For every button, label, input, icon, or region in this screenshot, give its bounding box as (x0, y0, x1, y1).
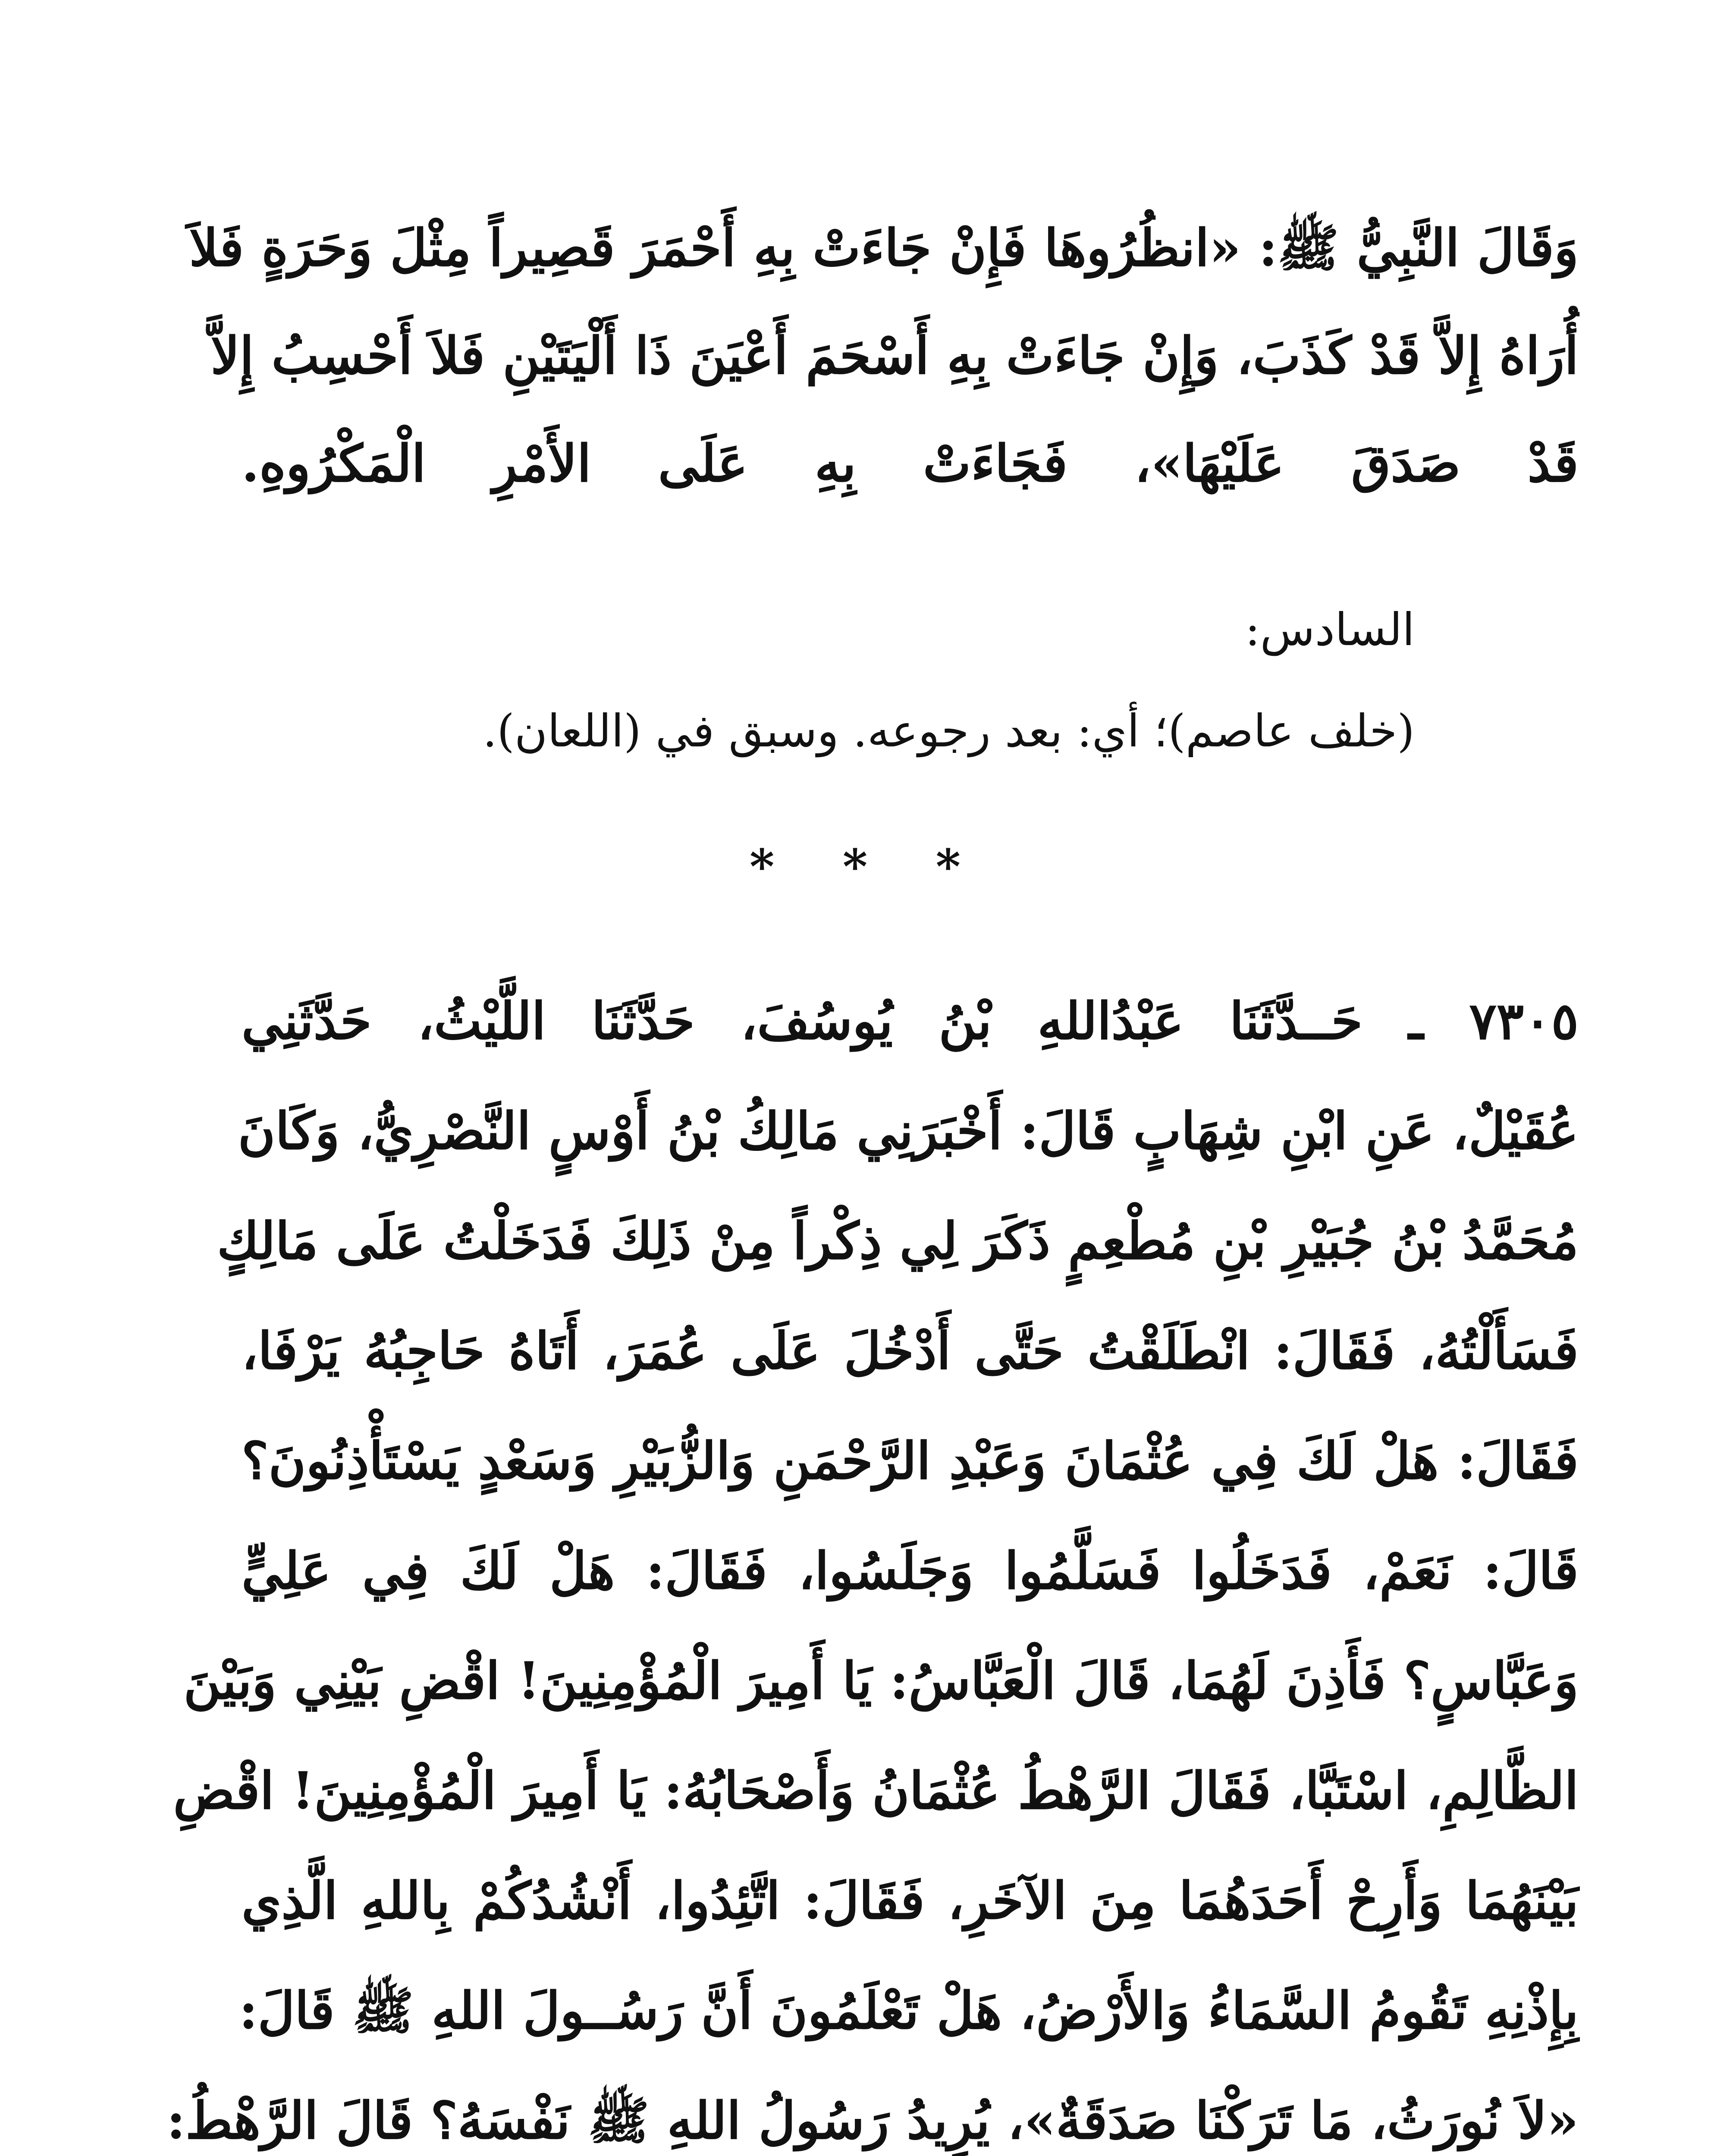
text-line: قَالَ: نَعَمْ، فَدَخَلُوا فَسَلَّمُوا وَجَلَسُوا، فَقَالَ: هَلْ لَكَ فِي عَلِيٍّ (242, 1541, 1579, 1601)
text-line: فَقَالَ: هَلْ لَكَ فِي عُثْمَانَ وَعَبْدِ الرَّحْمَنِ وَالزُّبَيْرِ وَسَعْدٍ يَسْتَأْذِنُونَ؟ (242, 1431, 1579, 1491)
text-line: عُقَيْلٌ، عَنِ ابْنِ شِهَابٍ قَالَ: أَخْبَرَنِي مَالِكُ بْنُ أَوْسٍ النَّصْرِيُّ، وَكَانَ (238, 1101, 1579, 1161)
text-line: بَيْنَهُمَا وَأَرِحْ أَحَدَهُمَا مِنَ الآخَرِ، فَقَالَ: اتَّئِدُوا، أَنْشُدُكُمْ بِاللهِ الَّذِي (242, 1871, 1579, 1930)
section-heading: السادس: (1245, 603, 1415, 656)
text-line: «لاَ نُورَثُ، مَا تَرَكْنَا صَدَقَةٌ»، يُرِيدُ رَسُولُ اللهِ ﷺ نَفْسَهُ؟ قَالَ الرَّهْطُ: (166, 2090, 1579, 2150)
text-line: قَدْ صَدَقَ عَلَيْهَا»، فَجَاءَتْ بِهِ عَلَى الأَمْرِ الْمَكْرُوهِ. (242, 433, 1579, 493)
text-line: الظَّالِمِ، اسْتَبَّا، فَقَالَ الرَّهْطُ عُثْمَانُ وَأَصْحَابُهُ: يَا أَمِيرَ الْمُؤْمِنِينَ! اقْضِ (173, 1761, 1579, 1821)
section-separator: * * * (749, 839, 987, 894)
hadith-continuation-paragraph (189, 194, 1579, 517)
text-line: بِإِذْنِهِ تَقُومُ السَّمَاءُ وَالأَرْضُ، هَلْ تَعْلَمُونَ أَنَّ رَسُــولَ اللهِ ﷺ قَالَ: (239, 1981, 1579, 2040)
commentary-note: (خلف عاصم)؛ أي: بعد رجوعه. وسبق في (اللعان). (483, 705, 1415, 757)
hadith-7305-paragraph (166, 966, 1579, 2156)
text-line: ٧٣٠٥ ـ حَــدَّثَنَا عَبْدُاللهِ بْنُ يُوسُفَ، حَدَّثَنَا اللَّيْثُ، حَدَّثَنِي (242, 991, 1579, 1051)
text-line: مُحَمَّدُ بْنُ جُبَيْرِ بْنِ مُطْعِمٍ ذَكَرَ لِي ذِكْراً مِنْ ذَلِكَ فَدَخَلْتُ عَلَى مَالِكٍ (217, 1211, 1579, 1271)
text-line: فَسَأَلْتُهُ، فَقَالَ: انْطَلَقْتُ حَتَّى أَدْخُلَ عَلَى عُمَرَ، أَتَاهُ حَاجِبُهُ يَرْفَا، (242, 1321, 1579, 1381)
text-line: وَقَالَ النَّبِيُّ ﷺ: «انظُرُوهَا فَإِنْ جَاءَتْ بِهِ أَحْمَرَ قَصِيراً مِثْلَ وَحَرَةٍ فَلاَ (189, 218, 1579, 278)
text-line: وَعَبَّاسٍ؟ فَأَذِنَ لَهُمَا، قَالَ الْعَبَّاسُ: يَا أَمِيرَ الْمُؤْمِنِينَ! اقْضِ بَيْنِي وَبَيْنَ (183, 1651, 1579, 1711)
text-line: أُرَاهُ إِلاَّ قَدْ كَذَبَ، وَإِنْ جَاءَتْ بِهِ أَسْحَمَ أَعْيَنَ ذَا أَلْيَتَيْنِ فَلاَ أَحْسِبُ إِلاَّ (210, 326, 1579, 385)
